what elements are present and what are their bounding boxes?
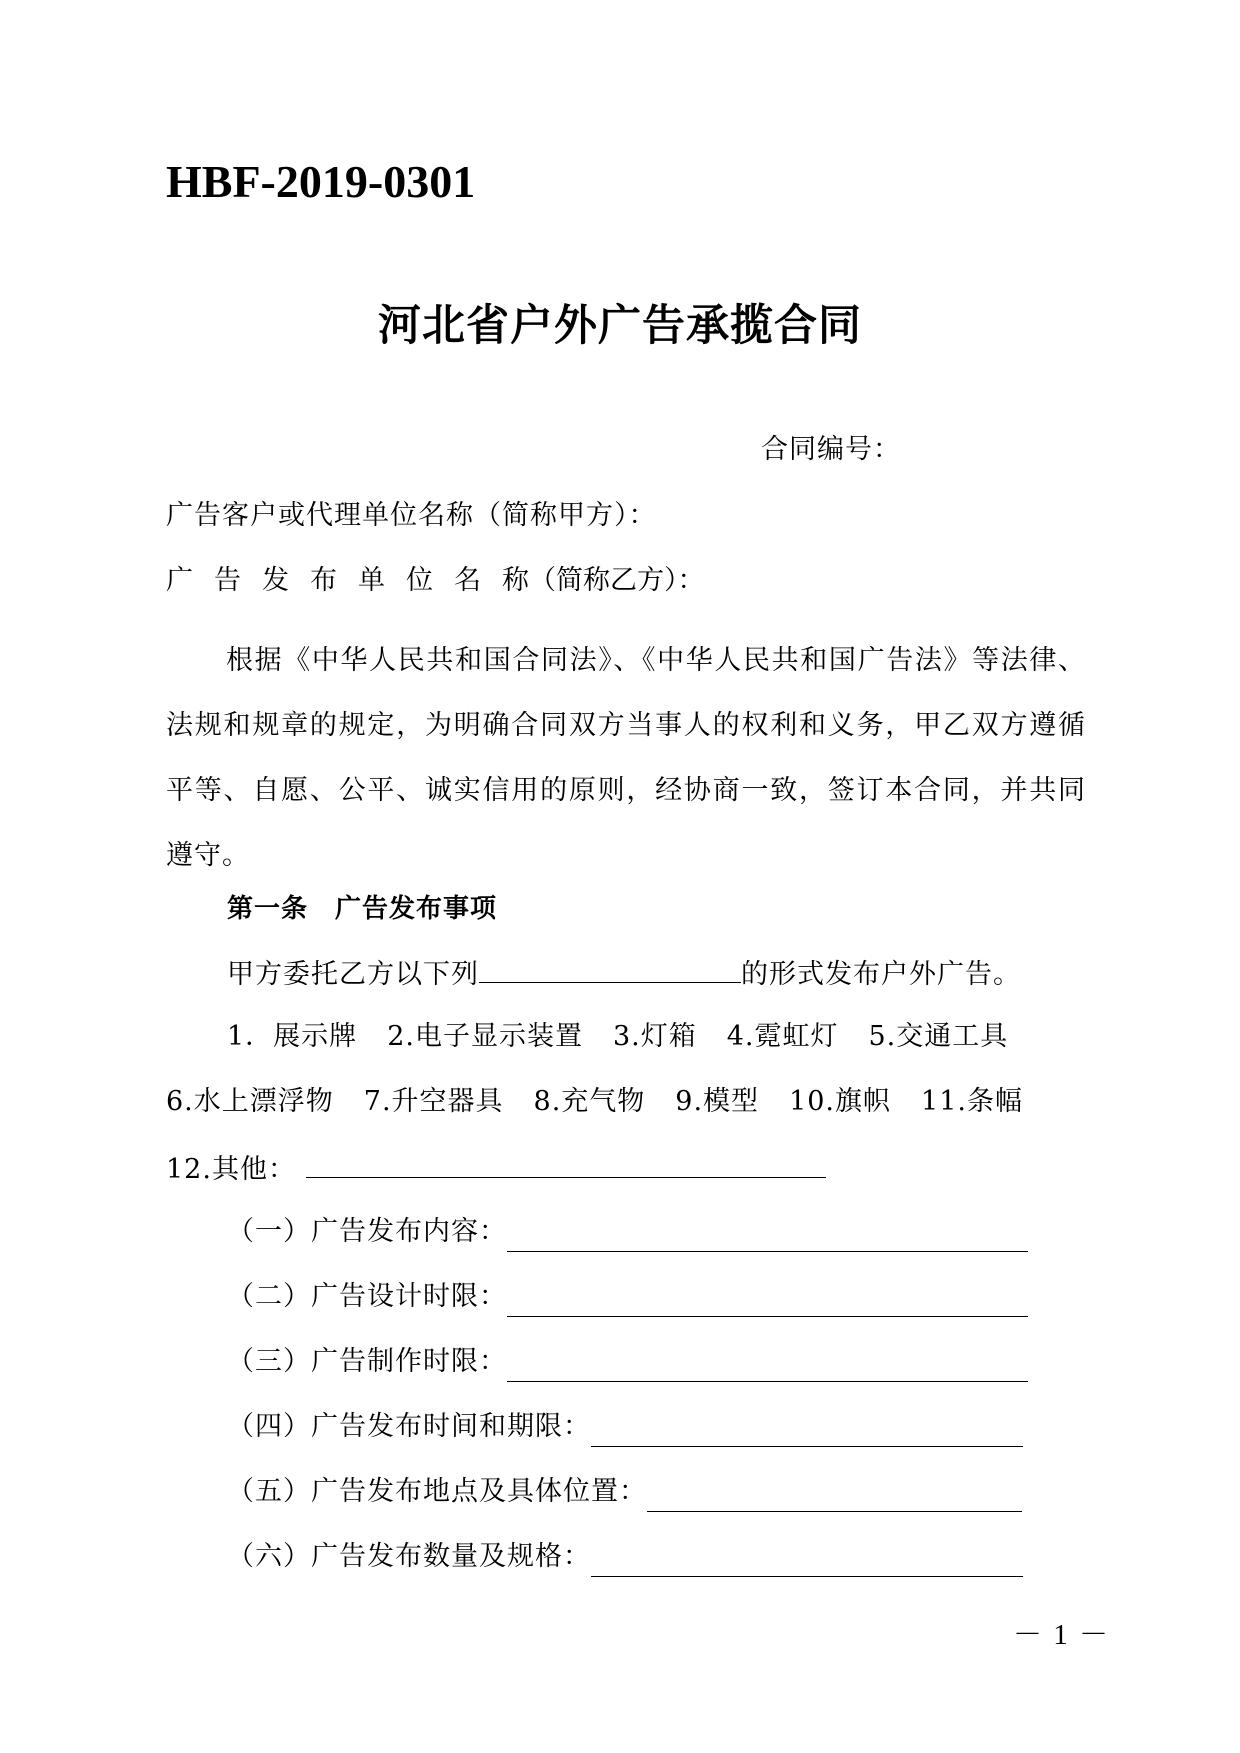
field-label: （二）广告设计时限：: [227, 1281, 507, 1312]
party-b-char: 告: [214, 565, 241, 596]
contract-number-label: 合同编号：: [761, 434, 901, 465]
other-option-blank: [306, 1147, 826, 1178]
article-1-heading: 第一条 广告发布事项: [227, 894, 498, 924]
option-item: 5.交通工具: [868, 1021, 1009, 1052]
field-quantity-specs: [227, 1537, 1023, 1577]
field-blank: [507, 1217, 1028, 1252]
option-item: 10.旗帜: [789, 1086, 892, 1117]
option-item: 7.升空器具: [363, 1086, 504, 1117]
party-b-label: [166, 561, 705, 601]
field-label: （五）广告发布地点及具体位置：: [227, 1476, 647, 1507]
option-item: 9.模型: [675, 1086, 760, 1117]
entrust-text-after: 的形式发布户外广告。: [741, 959, 1021, 990]
option-item: 3.灯箱: [612, 1021, 697, 1052]
other-option-label: 12.其他：: [166, 1154, 296, 1185]
field-label: （三）广告制作时限：: [227, 1346, 507, 1377]
options-line-2: [166, 1082, 1023, 1122]
options-line-1: [227, 1017, 1008, 1057]
party-b-char: 发: [262, 565, 289, 596]
field-blank: [647, 1477, 1022, 1512]
entrust-line: [227, 952, 1021, 995]
field-blank: [507, 1282, 1028, 1317]
entrust-blank: [479, 952, 741, 983]
option-item: 2.电子显示装置: [387, 1021, 583, 1052]
entrust-text-before: 甲方委托乙方以下列: [227, 959, 479, 990]
party-b-char: 广: [166, 565, 193, 596]
option-item: 6.水上漂浮物: [166, 1086, 334, 1117]
other-option-line: [166, 1147, 826, 1190]
field-blank: [507, 1347, 1028, 1382]
option-item: 11.条幅: [921, 1086, 1023, 1117]
field-label: （六）广告发布数量及规格：: [227, 1541, 591, 1572]
document-title: 河北省户外广告承揽合同: [378, 301, 862, 351]
party-b-char: 称: [502, 565, 529, 596]
field-label: （四）广告发布时间和期限：: [227, 1411, 591, 1442]
option-item: 8.充气物: [533, 1086, 646, 1117]
preamble-paragraph: 根据《中华人民共和国合同法》、《中华人民共和国广告法》等法律、法规和规章的规定，为明确合同双方当事人的权利和义务，甲乙双方遵循平等、自愿、公平、诚实信用的原则，经协商一致，签订本合同，并共同遵守。: [166, 645, 1086, 871]
field-blank: [591, 1542, 1023, 1577]
field-publish-time: [227, 1407, 1023, 1447]
field-blank: [591, 1412, 1023, 1447]
option-item: 4.霓虹灯: [726, 1021, 839, 1052]
party-b-char: 位: [406, 565, 433, 596]
party-b-char: 布: [310, 565, 337, 596]
option-item: 1．展示牌: [227, 1021, 358, 1052]
field-design-period: [227, 1277, 1028, 1317]
field-publish-location: [227, 1472, 1022, 1512]
party-b-suffix: （简称乙方）：: [529, 565, 705, 596]
party-a-label: 广告客户或代理单位名称（简称甲方）：: [166, 500, 657, 531]
document-code: HBF-2019-0301: [166, 156, 476, 207]
party-b-char: 单: [358, 565, 385, 596]
field-label: （一）广告发布内容：: [227, 1216, 507, 1247]
party-b-char: 名: [454, 565, 481, 596]
page-number: － 1 －: [1013, 1619, 1111, 1651]
field-ad-content: [227, 1212, 1028, 1252]
field-production-period: [227, 1342, 1028, 1382]
